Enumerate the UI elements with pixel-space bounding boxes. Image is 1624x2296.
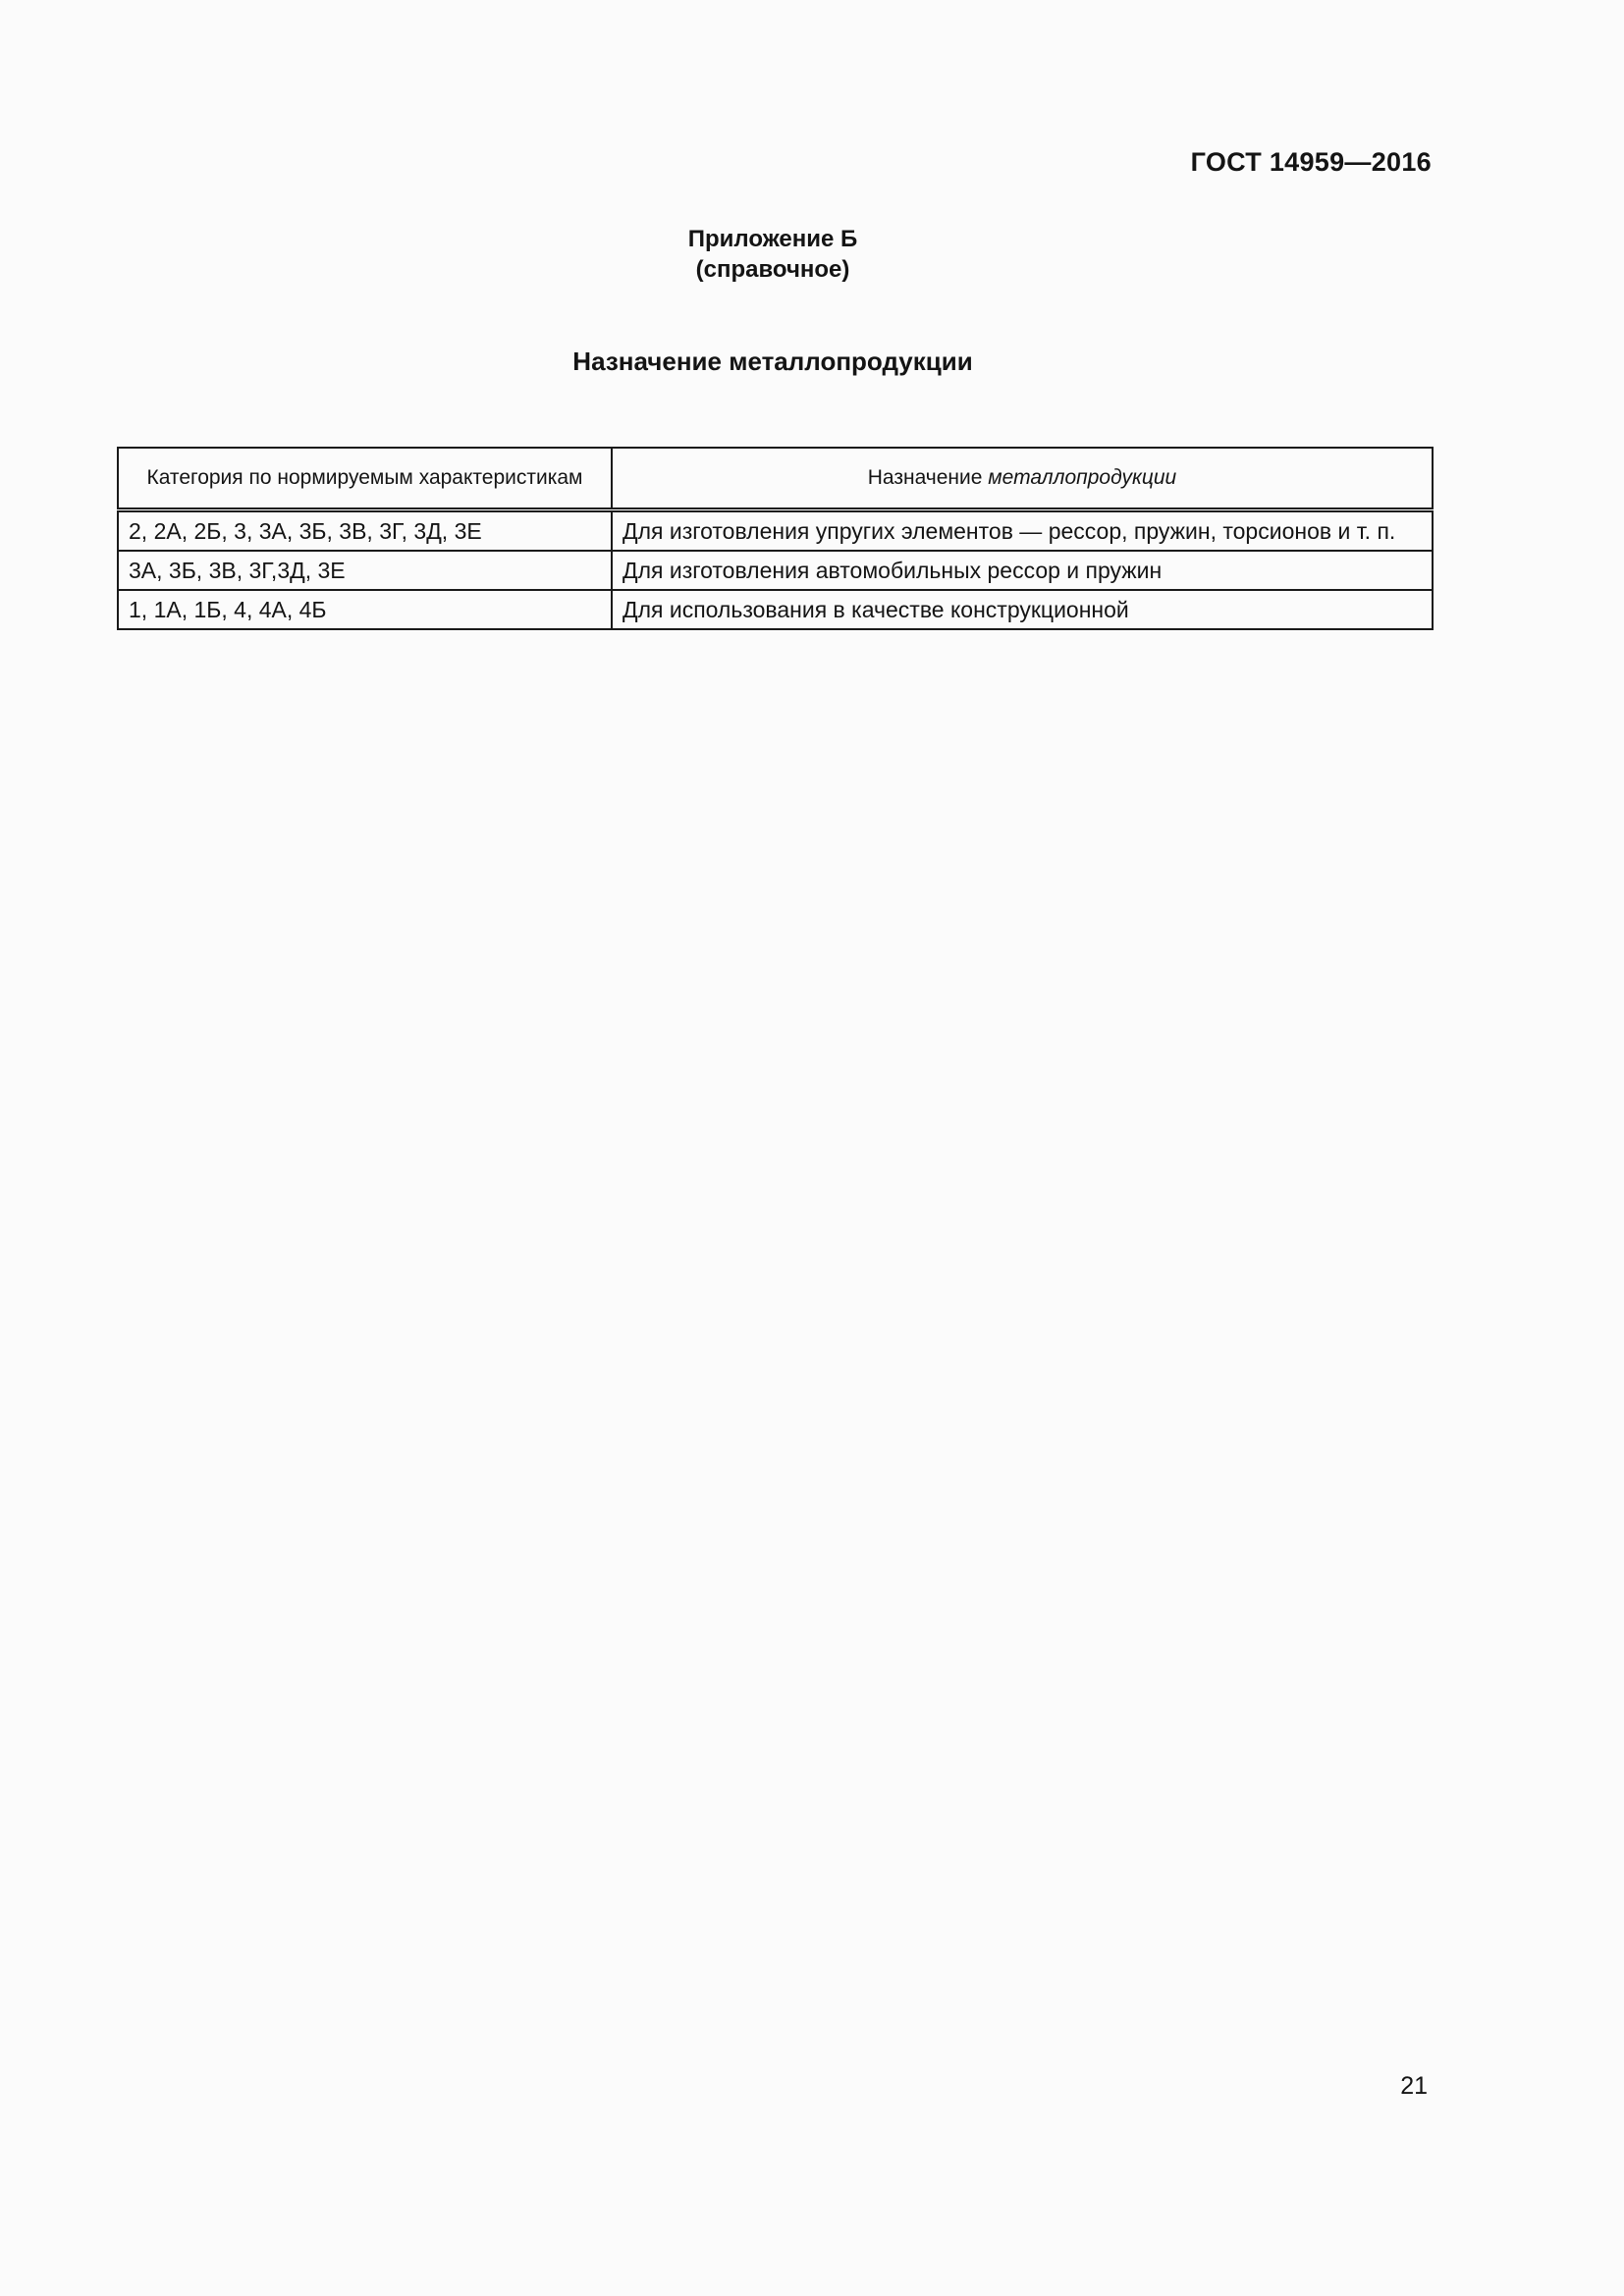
appendix-heading: [0, 224, 1545, 285]
appendix-title: Приложение Б: [687, 226, 858, 252]
section-title: Назначение металлопродукции: [572, 347, 973, 376]
category-cell: 2, 2А, 2Б, 3, 3А, 3Б, 3В, 3Г, 3Д, 3Е: [118, 510, 612, 552]
page-number: 21: [1400, 2072, 1428, 2100]
table-row: [118, 510, 1433, 552]
table-header-row: [118, 448, 1433, 510]
purpose-cell: Для изготовления упругих элементов — рессор, пружин, торсионов и т. п.: [612, 510, 1433, 552]
category-cell: 1, 1А, 1Б, 4, 4А, 4Б: [118, 590, 612, 629]
category-cell: 3А, 3Б, 3В, 3Г,3Д, 3Е: [118, 551, 612, 590]
column-header-category: Категория по нормируемым характеристикам: [118, 448, 612, 510]
table-row: [118, 590, 1433, 629]
purpose-cell: Для использования в качестве конструкционной: [612, 590, 1433, 629]
column-header-purpose-italic: металлопродукции: [988, 466, 1177, 489]
table-row: [118, 551, 1433, 590]
column-header-purpose-plain: Назначение: [867, 466, 989, 489]
document-id: ГОСТ 14959—2016: [1190, 147, 1432, 177]
purpose-cell: Для изготовления автомобильных рессор и пружин: [612, 551, 1433, 590]
purpose-table: [117, 447, 1434, 630]
appendix-subtitle: (справочное): [695, 256, 850, 283]
column-header-purpose: [612, 448, 1433, 510]
